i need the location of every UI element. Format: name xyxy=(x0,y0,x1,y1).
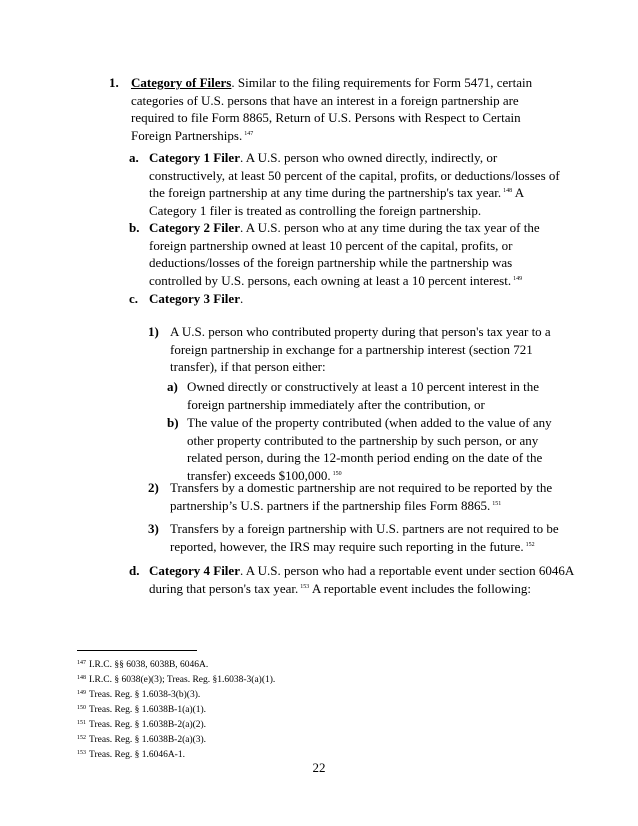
item-text: . Similar to the filing requirements for Form 5471, certain categories of U.S. persons that have an interest in a foreign partnership are required to file Form 8865, Return of U.S. Persons with Respect to Certain Foreign Partnerships. xyxy=(131,75,533,143)
footnote-ref[interactable]: 148 xyxy=(503,188,513,194)
subitem-1 xyxy=(148,323,564,376)
footnote-text: Treas. Reg. § 1.6038B-2(a)(3). xyxy=(89,735,207,745)
item-heading: Category of Filers xyxy=(131,75,232,90)
footnote-ref[interactable]: 150 xyxy=(332,470,342,477)
footnote-number: 147 xyxy=(77,660,86,666)
footnote xyxy=(77,688,275,703)
subitem-text: Transfers by a domestic partnership are not required to be reported by the partnership’s U.S. partners if the partnership files Form 8865. xyxy=(170,480,553,513)
footnote-ref[interactable]: 151 xyxy=(492,500,502,507)
item-category-of-filers xyxy=(109,74,563,144)
footnotes xyxy=(77,658,275,763)
footnote xyxy=(77,733,275,748)
footnote-ref[interactable]: 149 xyxy=(513,275,523,282)
item-text: . A U.S. person who at any time during the tax year of the foreign partnership owned at least 10 percent of the capital, profits, or deductions/losses of the foreign partnership while the partnership was controlled by U.S. persons, each owning at least a 10 percent interest. xyxy=(149,220,540,288)
footnote-number: 152 xyxy=(77,735,86,741)
footnote-number: 148 xyxy=(77,675,86,681)
item-category-1-filer xyxy=(129,149,564,219)
footnote-number: 151 xyxy=(77,720,86,726)
item-heading: Category 2 Filer xyxy=(149,220,240,235)
footnote-text: I.R.C. §§ 6038, 6038B, 6046A. xyxy=(89,660,209,670)
subitem-letter: b) xyxy=(167,415,179,430)
footnote-text: Treas. Reg. § 1.6038-3(b)(3). xyxy=(89,690,201,700)
footnote-number: 149 xyxy=(77,690,86,696)
footnote-text: Treas. Reg. § 1.6046A-1. xyxy=(89,750,185,760)
subitem-text: Transfers by a foreign partnership with U.S. partners are not required to be reported, however, the IRS may require such reporting in the future. xyxy=(170,521,559,554)
item-category-3-filer xyxy=(129,290,564,308)
footnote-number: 150 xyxy=(77,705,86,711)
item-text: . A U.S. person who owned directly, indirectly, or constructively, at least 50 percent of the capital, profits, or deductions/losses of the foreign partnership at any time during the partnership's tax year. xyxy=(149,150,560,200)
footnote xyxy=(77,718,275,733)
footnote-ref[interactable]: 153 xyxy=(300,583,310,590)
subitem-3 xyxy=(148,520,564,555)
subitem-text: The value of the property contributed (when added to the value of any other property contributed to the partnership by such person, or any related person, during the 12-month period ending on the date of the transfer) exceeds $100,000. xyxy=(187,415,552,483)
item-category-4-filer xyxy=(129,562,574,597)
item-heading: Category 4 Filer xyxy=(149,563,240,578)
item-heading: Category 3 Filer xyxy=(149,291,240,306)
item-letter: b. xyxy=(129,220,140,235)
footnote xyxy=(77,658,275,673)
subitem-2 xyxy=(148,479,564,514)
footnote-text: Treas. Reg. § 1.6038B-1(a)(1). xyxy=(89,705,207,715)
subitem-text: A U.S. person who contributed property during that person's tax year to a foreign partnership in exchange for a partnership interest (section 721 transfer), if that person either: xyxy=(170,324,551,374)
item-letter: d. xyxy=(129,563,140,578)
footnote-text: I.R.C. § 6038(e)(3); Treas. Reg. §1.6038-3(a)(1). xyxy=(89,675,276,685)
item-number: 1. xyxy=(109,75,119,90)
subitem-text: Owned directly or constructively at least a 10 percent interest in the foreign partnership immediately after the contribution, or xyxy=(187,379,539,412)
item-text-cont: A Category 1 filer is treated as controlling the foreign partnership. xyxy=(149,185,524,218)
subitem-letter: a) xyxy=(167,379,178,394)
item-text-cont: A reportable event includes the following: xyxy=(309,580,531,596)
subitem-1-b xyxy=(167,414,565,484)
subitem-number: 3) xyxy=(148,521,159,536)
footnote xyxy=(77,673,275,688)
footnote-ref[interactable]: 152 xyxy=(525,541,535,548)
footnote-text: Treas. Reg. § 1.6038B-2(a)(2). xyxy=(89,720,207,730)
subitem-1-a xyxy=(167,378,565,413)
subitem-number: 2) xyxy=(148,480,159,495)
footnote-ref[interactable]: 147 xyxy=(244,130,254,137)
item-letter: a. xyxy=(129,150,139,165)
item-letter: c. xyxy=(129,291,139,306)
item-text: . xyxy=(239,291,244,306)
subitem-number: 1) xyxy=(148,324,159,339)
page-number: 22 xyxy=(312,760,326,775)
footnote-number: 153 xyxy=(77,750,86,756)
item-category-2-filer xyxy=(129,219,564,289)
footnote-separator xyxy=(77,650,197,651)
item-heading: Category 1 Filer xyxy=(149,150,240,165)
item-text: . A U.S. person who had a reportable event under section 6046A during that person's tax year. xyxy=(149,563,574,596)
footnote xyxy=(77,703,275,718)
